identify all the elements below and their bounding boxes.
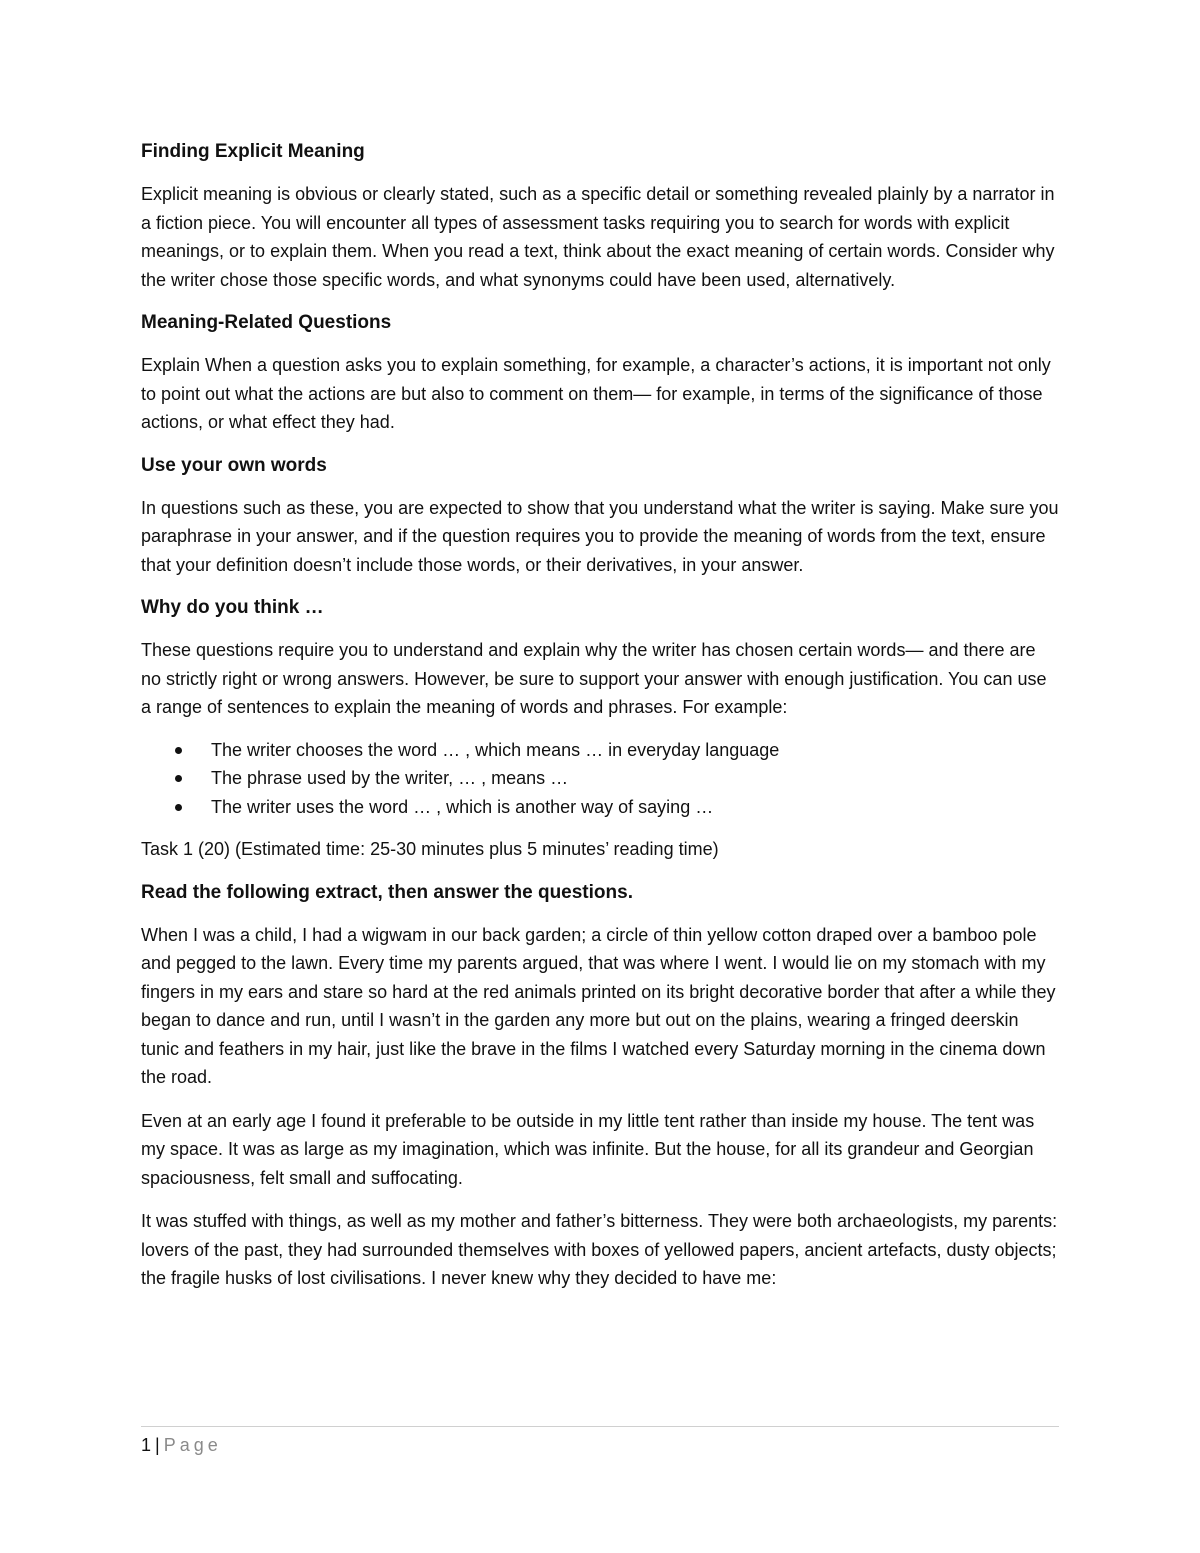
extract-paragraph-2: Even at an early age I found it preferable to be outside in my little tent rather than inside my house. The tent was my space. It was as large as my imagination, which was infinite. But the house, for all its grandeur and Georgian spaciousness, felt small and suffocating. <box>141 1110 1035 1188</box>
list-item-text: The writer chooses the word … , which means … in everyday language <box>211 739 780 760</box>
task-line: Task 1 (20) (Estimated time: 25-30 minutes plus 5 minutes’ reading time) <box>141 839 719 859</box>
page-number: 1 <box>141 1435 152 1455</box>
bullet-icon <box>175 804 182 811</box>
heading-finding-explicit-meaning: Finding Explicit Meaning <box>141 141 365 162</box>
list-item <box>141 736 1059 765</box>
example-sentences-list <box>141 736 1059 822</box>
paragraph-explicit-meaning: Explicit meaning is obvious or clearly stated, such as a specific detail or something revealed plainly by a narrator in a fiction piece. You will encounter all types of assessment tasks requiring you to search for words with explicit meanings, or to explain them. When you read a text, think about the exact meaning of certain words. Consider why the writer chose those specific words, and what synonyms could have been used, alternatively. <box>141 184 1055 290</box>
page-footer <box>141 1432 222 1458</box>
heading-use-your-own-words: Use your own words <box>141 454 327 476</box>
footer-separator: | <box>155 1435 160 1455</box>
extract-paragraph-1: When I was a child, I had a wigwam in our back garden; a circle of thin yellow cotton draped over a bamboo pole and pegged to the lawn. Every time my parents argued, that was where I went. I would lie on my stomach with my fingers in my ears and stare so hard at the red animals printed on its bright decorative border that after a while they began to dance and run, until I wasn’t in the garden any more but out on the plains, wearing a fringed deerskin tunic and feathers in my hair, just like the brave in the films I watched every Saturday morning in the cinema down the road. <box>141 924 1056 1087</box>
document-page <box>141 138 1059 1308</box>
bullet-icon <box>175 775 182 782</box>
paragraph-explain: Explain When a question asks you to explain something, for example, a character’s actions, it is important not only to point out what the actions are but also to comment on them— for example, in terms of the significance of those actions, or what effect they had. <box>141 355 1051 432</box>
list-item <box>141 793 1059 822</box>
list-item-text: The writer uses the word … , which is another way of saying … <box>211 796 714 817</box>
list-item <box>141 764 1059 793</box>
list-item-text: The phrase used by the writer, … , means … <box>211 768 569 788</box>
footer-divider <box>141 1426 1059 1427</box>
page-label: Page <box>163 1435 222 1455</box>
extract-paragraph-3: It was stuffed with things, as well as my mother and father’s bitterness. They were both archaeologists, my parents: lovers of the past, they had surrounded themselves with boxes of yellowed papers, ancient artefacts, dusty objects; the fragile husks of lost civilisations. I never knew why they decided to have me: <box>141 1211 1058 1288</box>
paragraph-why-think: These questions require you to understand and explain why the writer has chosen certain words— and there are no strictly right or wrong answers. However, be sure to support your answer with enough justification. You can use a range of sentences to explain the meaning of words and phrases. For example: <box>141 640 1047 717</box>
heading-read-extract: Read the following extract, then answer the questions. <box>141 881 633 903</box>
paragraph-own-words: In questions such as these, you are expected to show that you understand what the writer is saying. Make sure you paraphrase in your answer, and if the question requires you to provide the meaning of words from the text, ensure that your definition doesn’t include those words, or their derivatives, in your answer. <box>141 497 1059 575</box>
bullet-icon <box>175 747 182 754</box>
heading-why-do-you-think: Why do you think … <box>141 597 324 618</box>
heading-meaning-related-questions: Meaning-Related Questions <box>141 312 392 333</box>
